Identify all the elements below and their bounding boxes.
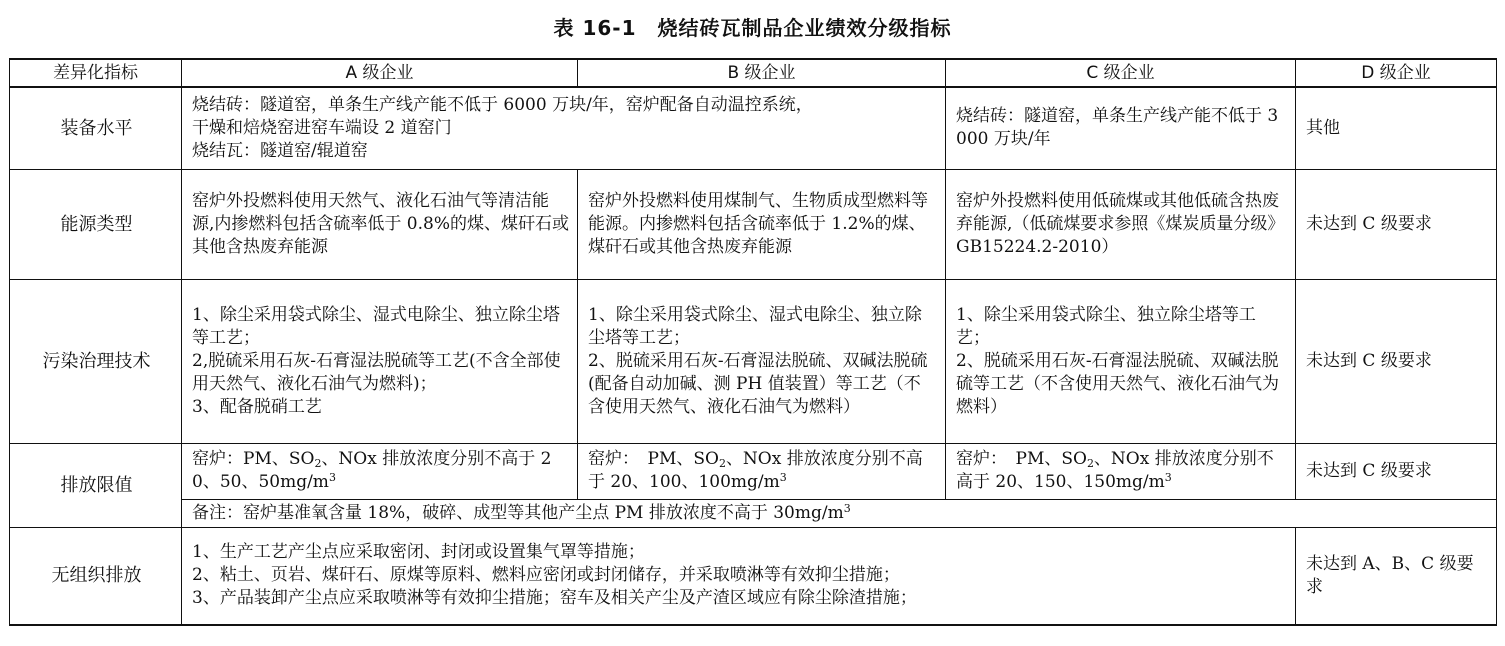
energy-grade-a: 窑炉外投燃料使用天然气、液化石油气等清洁能源,内掺燃料包括含硫率低于 0.8%的煤、煤矸石或其他含热废弃能源 [182, 169, 578, 279]
row-label-fugitive: 无组织排放 [10, 527, 182, 625]
row-label-pollution: 污染治理技术 [10, 279, 182, 443]
emission-b-text: 、NOx 排放浓度分别不高于 20、100、100mg/m [588, 449, 923, 492]
pollution-grade-d: 未达到 C 级要求 [1296, 279, 1497, 443]
table-row-fugitive [10, 527, 1497, 625]
pollution-grade-c [946, 279, 1296, 443]
emission-c-text: 窑炉： PM、SO [956, 449, 1087, 469]
equipment-ab-line: 烧结瓦：隧道窑/辊道窑 [192, 140, 368, 161]
equipment-ab-line: 干燥和焙烧窑进窑车端设 2 道窑门 [192, 117, 452, 138]
fugitive-grade-d: 未达到 A、B、C 级要求 [1296, 527, 1497, 625]
emission-note-text: 备注：窑炉基准氧含量 18%，破碎、成型等其他产尘点 PM 排放浓度不高于 30mg/m [192, 502, 844, 523]
pollution-b-item: 2、脱硫采用石灰-石膏湿法脱硫、双碱法脱硫(配备自动加碱、测 PH 值装置）等工艺（不含使用天然气、液化石油气为燃料） [588, 350, 928, 417]
table-row-emission-note [10, 499, 1497, 527]
so2-subscript: 2 [314, 457, 322, 470]
emission-a-text: 、NOx 排放浓度分别不高于 20、50、50mg/m [192, 449, 552, 492]
emission-a-text: 窑炉：PM、SO [192, 449, 315, 469]
table-row-energy [10, 169, 1497, 279]
table-row-pollution [10, 279, 1497, 443]
pollution-c-item: 2、脱硫采用石灰-石膏湿法脱硫、双碱法脱硫等工艺（不含使用天然气、液化石油气为燃料） [956, 350, 1279, 417]
emission-note [182, 499, 1497, 527]
table-row-equipment [10, 87, 1497, 169]
pollution-b-item: 1、除尘采用袋式除尘、湿式电除尘、独立除尘塔等工艺； [588, 304, 922, 348]
equipment-ab-line: 烧结砖：隧道窑，单条生产线产能不低于 6000 万块/年，窑炉配备自动温控系统， [192, 94, 813, 115]
row-label-emission: 排放限值 [10, 443, 182, 527]
emission-grade-a [182, 443, 578, 499]
pollution-a-item: 1、除尘采用袋式除尘、湿式电除尘、独立除尘塔等工艺； [192, 304, 560, 348]
header-row [10, 59, 1497, 87]
fugitive-item: 2、粘土、页岩、煤矸石、原煤等原料、燃料应密闭或封闭储存，并采取喷淋等有效抑尘措施； [192, 565, 900, 586]
so2-subscript: 2 [1086, 457, 1094, 470]
table-title: 表 16-1 烧结砖瓦制品企业绩效分级指标 [553, 16, 952, 40]
fugitive-item: 1、生产工艺产尘点应采取密闭、封闭或设置集气罩等措施； [192, 542, 645, 563]
equipment-grade-ab [182, 87, 946, 169]
row-label-equipment: 装备水平 [10, 87, 182, 169]
equipment-grade-d: 其他 [1296, 87, 1497, 169]
emission-c-text: 、NOx 排放浓度分别不高于 20、150、150mg/m [956, 449, 1274, 492]
pollution-grade-a [182, 279, 578, 443]
emission-grade-d: 未达到 C 级要求 [1296, 443, 1497, 499]
equipment-grade-c: 烧结砖：隧道窑，单条生产线产能不低于 3000 万块/年 [946, 87, 1296, 169]
row-label-energy: 能源类型 [10, 169, 182, 279]
table-row-emission [10, 443, 1497, 499]
header-indicator: 差异化指标 [10, 59, 182, 87]
header-grade-c: C 级企业 [946, 59, 1296, 87]
pollution-a-item: 3、配备脱硝工艺 [192, 396, 322, 417]
energy-grade-c: 窑炉外投燃料使用低硫煤或其他低硫含热废弃能源,（低硫煤要求参照《煤炭质量分级》GB15224.2-2010） [946, 169, 1296, 279]
fugitive-grade-abc [182, 527, 1296, 625]
emission-grade-c [946, 443, 1296, 499]
emission-grade-b [578, 443, 946, 499]
emission-b-text: 窑炉： PM、SO [588, 449, 719, 469]
header-grade-b: B 级企业 [578, 59, 946, 87]
energy-grade-b: 窑炉外投燃料使用煤制气、生物质成型燃料等能源。内掺燃料包括含硫率低于 1.2%的煤、煤矸石或其他含热废弃能源 [578, 169, 946, 279]
cubic-superscript: 3 [779, 471, 787, 484]
energy-grade-d: 未达到 C 级要求 [1296, 169, 1497, 279]
cubic-superscript: 3 [328, 471, 336, 484]
performance-grading-table [9, 58, 1497, 626]
header-grade-d: D 级企业 [1296, 59, 1497, 87]
fugitive-item: 3、产品装卸产尘点应采取喷淋等有效抑尘措施；窑车及相关产尘及产渣区域应有除尘除渣措施； [192, 588, 917, 609]
pollution-c-item: 1、除尘采用袋式除尘、独立除尘塔等工艺； [956, 304, 1256, 348]
so2-subscript: 2 [718, 457, 726, 470]
pollution-grade-b [578, 279, 946, 443]
pollution-a-item: 2,脱硫采用石灰-石膏湿法脱硫等工艺(不含全部使用天然气、液化石油气为燃料)； [192, 350, 561, 394]
cubic-superscript: 3 [1164, 471, 1172, 484]
cubic-superscript: 3 [843, 501, 851, 515]
header-grade-a: A 级企业 [182, 59, 578, 87]
